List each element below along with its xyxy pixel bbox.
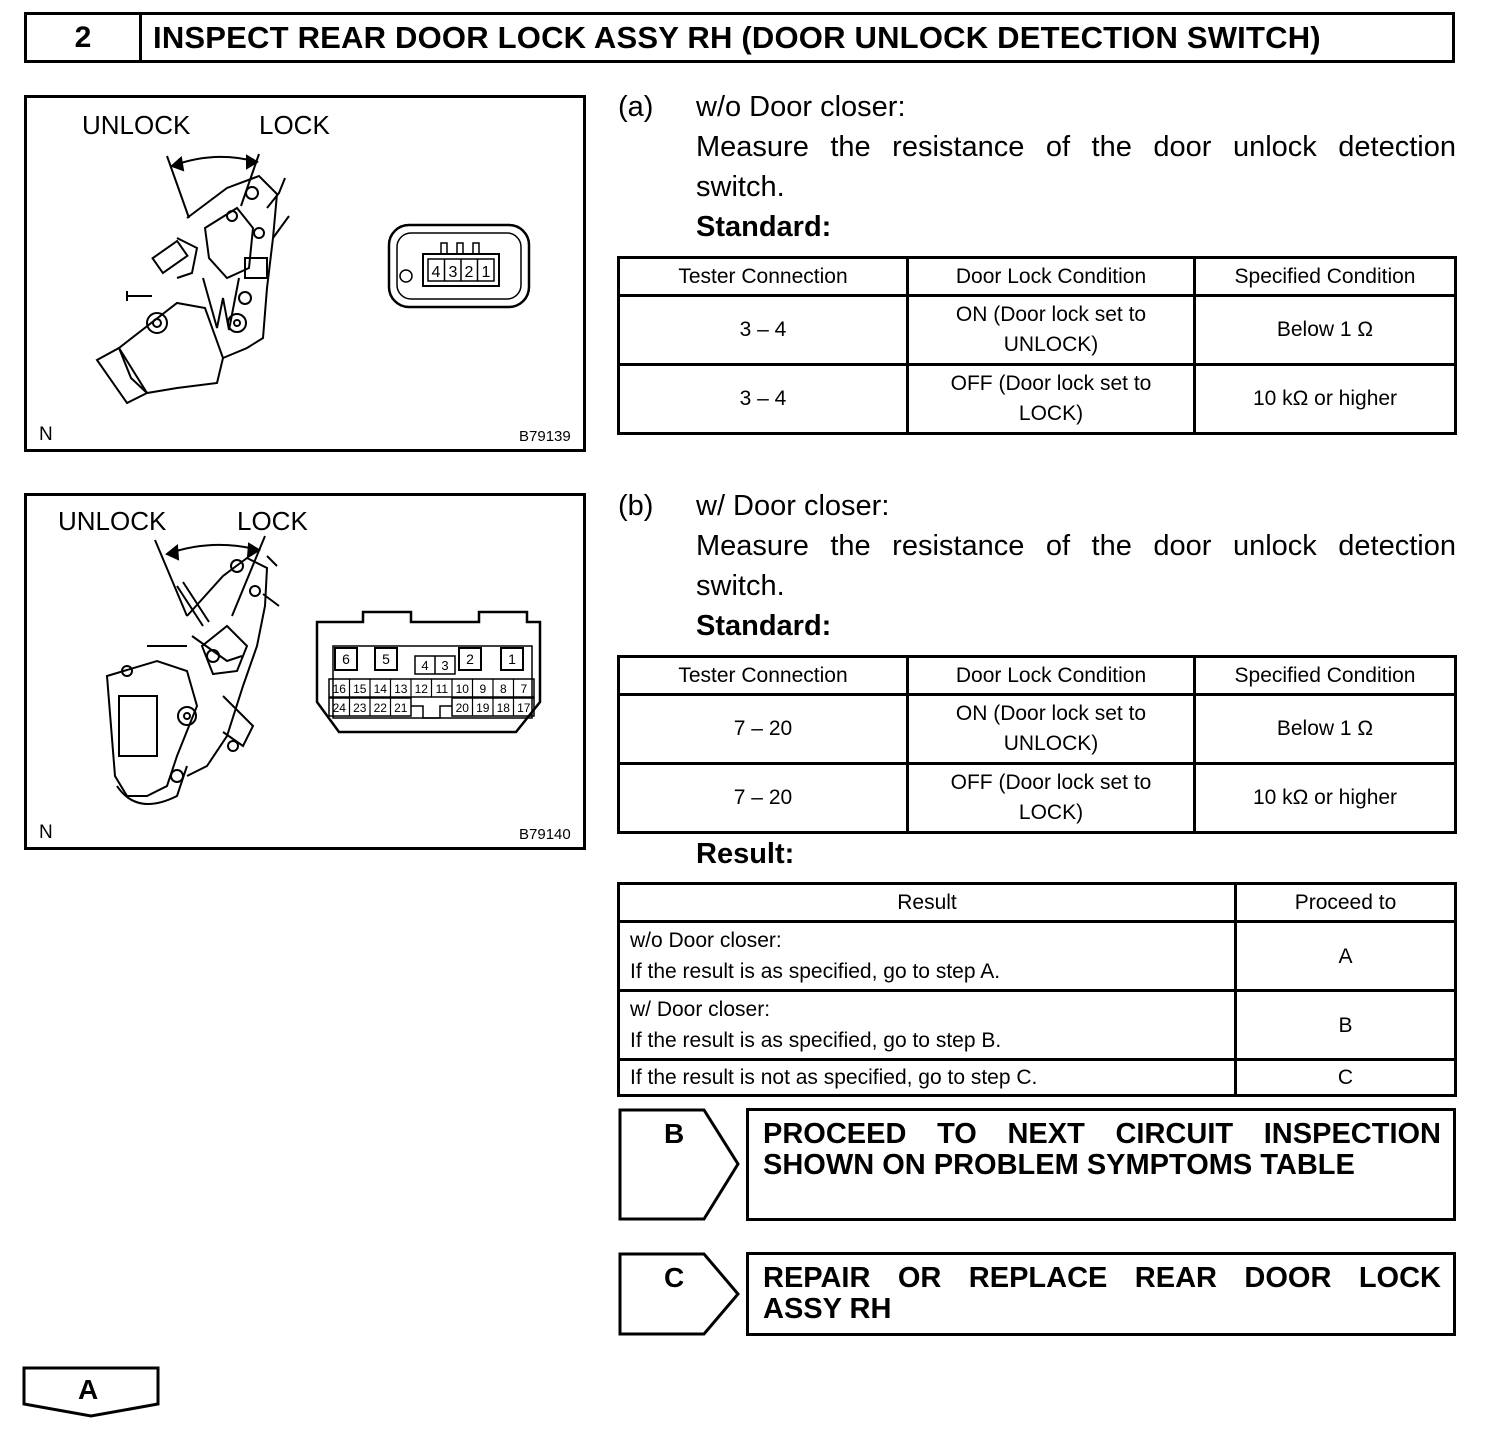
pin-label: 19 [476, 701, 490, 715]
action-c-line1: REPAIR OR REPLACE REAR DOOR LOCK [763, 1262, 1441, 1294]
door-lock-illustration-a [27, 98, 583, 449]
step-a-instruction-cont: switch. [696, 171, 785, 203]
pin-label: 17 [517, 701, 531, 715]
tester-connection: 7 – 20 [619, 764, 908, 833]
pin-label: 7 [520, 682, 528, 696]
pin-label: 23 [353, 701, 367, 715]
corner-label: N [39, 424, 53, 445]
pin-label: 4 [421, 658, 429, 673]
header-cell: Specified Condition [1195, 258, 1456, 296]
pin-label: 8 [499, 682, 507, 696]
pin-label: 10 [455, 682, 469, 696]
pin-label: 20 [455, 701, 469, 715]
header-cell: Door Lock Condition [908, 258, 1195, 296]
proceed-cell: C [1236, 1060, 1456, 1096]
proceed-cell: A [1236, 922, 1456, 991]
tester-connection: 3 – 4 [619, 365, 908, 434]
unlock-label: UNLOCK [58, 506, 167, 536]
pin-label: 4 [431, 264, 441, 281]
table-header-row [619, 657, 1456, 695]
action-c-line2: ASSY RH [763, 1293, 892, 1325]
pin-label: 18 [496, 701, 510, 715]
table-row [619, 365, 1456, 434]
pin-label: 1 [508, 651, 516, 667]
door-lock-illustration-b [27, 496, 583, 847]
door-lock-condition: ON (Door lock set to UNLOCK) [908, 296, 1195, 365]
header-cell: Tester Connection [619, 258, 908, 296]
table-row [619, 296, 1456, 365]
result-table [617, 882, 1457, 1097]
step-header [24, 12, 1455, 63]
step-b-instruction-cont: switch. [696, 570, 785, 602]
header-cell: Door Lock Condition [908, 657, 1195, 695]
unlock-label: UNLOCK [82, 110, 191, 140]
specified-condition: Below 1 Ω [1195, 695, 1456, 764]
connector-a [389, 225, 529, 307]
pin-label: 5 [382, 651, 390, 667]
pin-label: 11 [435, 682, 449, 696]
pin-label: 22 [373, 701, 387, 715]
door-lock-condition: ON (Door lock set to UNLOCK) [908, 695, 1195, 764]
result-cell: w/o Door closer: If the result is as specified, go to step A. [619, 922, 1236, 991]
door-lock-condition: OFF (Door lock set to LOCK) [908, 365, 1195, 434]
pin-label: 21 [394, 701, 408, 715]
result-cell: w/ Door closer: If the result is as specified, go to step B. [619, 991, 1236, 1060]
action-a-letter: A [78, 1374, 99, 1405]
lock-label: LOCK [259, 110, 330, 140]
pin-label: 9 [479, 682, 487, 696]
result-cell: If the result is not as specified, go to step C. [619, 1060, 1236, 1096]
door-lock-condition: OFF (Door lock set to LOCK) [908, 764, 1195, 833]
table-header-row [619, 884, 1456, 922]
action-c-letter: C [664, 1262, 685, 1293]
pin-label: 13 [394, 682, 408, 696]
action-b-letter: B [664, 1118, 685, 1149]
step-a-instruction: Measure the resistance of the door unlock detection [696, 131, 1456, 163]
pin-label: 6 [342, 651, 350, 667]
step-title: INSPECT REAR DOOR LOCK ASSY RH (DOOR UNLOCK DETECTION SWITCH) [153, 19, 1321, 55]
pin-label: 3 [441, 658, 449, 673]
action-b-line1: PROCEED TO NEXT CIRCUIT INSPECTION [763, 1118, 1441, 1150]
tester-connection: 3 – 4 [619, 296, 908, 365]
table-row [619, 764, 1456, 833]
action-b-line2: SHOWN ON PROBLEM SYMPTOMS TABLE [763, 1149, 1355, 1181]
tester-connection: 7 – 20 [619, 695, 908, 764]
pin-label: 14 [373, 682, 387, 696]
result-label: Result: [696, 838, 795, 870]
step-a-marker: (a) [618, 91, 654, 123]
pin-label: 12 [414, 682, 428, 696]
header-cell: Specified Condition [1195, 657, 1456, 695]
step-b-condition: w/ Door closer: [696, 490, 890, 522]
step-b-instruction: Measure the resistance of the door unlock detection [696, 530, 1456, 562]
pin-label: 2 [466, 651, 474, 667]
action-c-box [746, 1252, 1456, 1336]
table-row [619, 1060, 1456, 1096]
pin-label: 16 [332, 682, 346, 696]
pin-label: 24 [332, 701, 346, 715]
pin-label: 15 [353, 682, 367, 696]
figure-id: B79139 [519, 428, 571, 445]
corner-label: N [39, 822, 53, 843]
table-row [619, 695, 1456, 764]
table-header-row [619, 258, 1456, 296]
step-a-spec-table [617, 256, 1457, 435]
step-a-standard-label: Standard: [696, 211, 832, 243]
proceed-cell: B [1236, 991, 1456, 1060]
table-row [619, 922, 1456, 991]
step-b-marker: (b) [618, 490, 654, 522]
step-number: 2 [27, 15, 142, 60]
lock-label: LOCK [237, 506, 308, 536]
header-cell: Proceed to [1236, 884, 1456, 922]
table-row [619, 991, 1456, 1060]
action-b-box [746, 1108, 1456, 1221]
header-cell: Result [619, 884, 1236, 922]
header-cell: Tester Connection [619, 657, 908, 695]
specified-condition: 10 kΩ or higher [1195, 365, 1456, 434]
figure-a [24, 95, 586, 452]
specified-condition: 10 kΩ or higher [1195, 764, 1456, 833]
pin-label: 2 [464, 264, 474, 281]
step-b-spec-table [617, 655, 1457, 834]
step-a-condition: w/o Door closer: [696, 91, 906, 123]
pin-label: 1 [481, 264, 491, 281]
pin-label: 3 [448, 264, 458, 281]
figure-id: B79140 [519, 826, 571, 843]
specified-condition: Below 1 Ω [1195, 296, 1456, 365]
figure-b [24, 493, 586, 850]
step-b-standard-label: Standard: [696, 610, 832, 642]
